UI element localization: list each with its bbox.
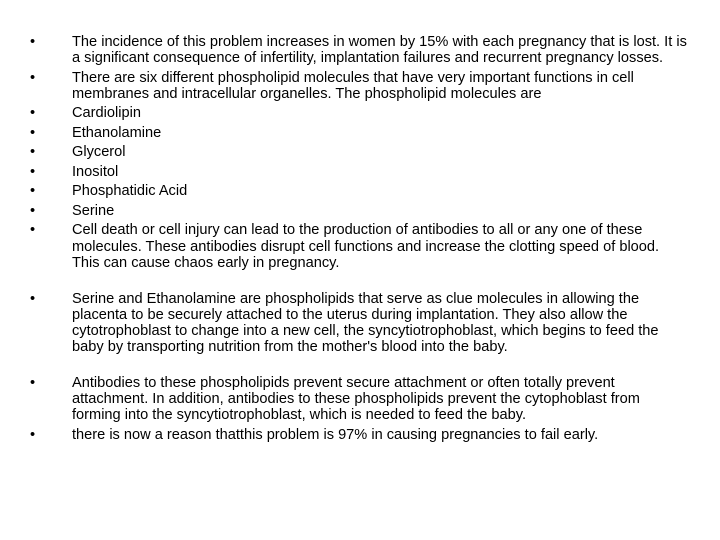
bullet-icon: •	[30, 105, 36, 122]
bullet-item	[30, 183, 690, 199]
bullet-icon: •	[30, 34, 36, 50]
bullet-icon: •	[30, 163, 36, 180]
bullet-item	[30, 291, 690, 356]
bullet-item	[30, 427, 690, 443]
bullet-text: Ethanolamine	[72, 124, 162, 141]
bullet-text: There are six different phospholipid molecules that have very important functions in cell membranes and intracellular organelles. The phospholipid molecules are	[72, 69, 634, 102]
bullet-text: Serine and Ethanolamine are phospholipids that serve as clue molecules in allowing the placenta to be securely attached to the uterus during implantation. They also allow the cytotrophoblast to change into a new cell, the syncytiotrophoblast, which begins to feed the baby by transporting nutrition from the mother's blood into the baby.	[72, 290, 659, 356]
bullet-item	[30, 70, 690, 102]
bullet-text: there is now a reason thatthis problem is 97% in causing pregnancies to fail early.	[72, 426, 599, 443]
bullet-text: Glycerol	[72, 144, 126, 161]
bullet-icon: •	[30, 426, 36, 443]
bullet-icon: •	[30, 290, 36, 307]
bullet-icon: •	[30, 374, 36, 391]
bullet-item	[30, 144, 690, 160]
bullet-icon: •	[30, 222, 36, 239]
bullet-icon: •	[30, 144, 36, 161]
bullet-text: Phosphatidic Acid	[72, 183, 188, 200]
bullet-text: The incidence of this problem increases in women by 15% with each pregnancy that is lost. It is a significant consequence of infertility, implantation failures and recurrent pregnancy losses.	[72, 34, 687, 67]
bullet-text: Serine	[72, 202, 115, 219]
bullet-item	[30, 222, 690, 271]
bullet-item	[30, 125, 690, 141]
bullet-item	[30, 34, 690, 66]
bullet-icon: •	[30, 69, 36, 86]
bullet-text: Cell death or cell injury can lead to the production of antibodies to all or any one of these molecules. These antibodies disrupt cell functions and increase the clotting speed of blood. This can cause chaos early in pregnancy.	[72, 222, 660, 271]
bullet-item	[30, 375, 690, 424]
bullet-item	[30, 203, 690, 219]
bullet-text: Inositol	[72, 163, 119, 180]
bullet-text: Antibodies to these phospholipids prevent secure attachment or often totally prevent attachment. In addition, antibodies to these phospholipids prevent the cytophoblast from forming into the syncytiotrophoblast, which is needed to feed the baby.	[72, 374, 640, 424]
bullet-item	[30, 164, 690, 180]
bullet-icon: •	[30, 124, 36, 141]
bullet-list	[30, 34, 690, 446]
bullet-item	[30, 105, 690, 121]
bullet-icon: •	[30, 202, 36, 219]
bullet-icon: •	[30, 183, 36, 200]
bullet-text: Cardiolipin	[72, 105, 141, 122]
